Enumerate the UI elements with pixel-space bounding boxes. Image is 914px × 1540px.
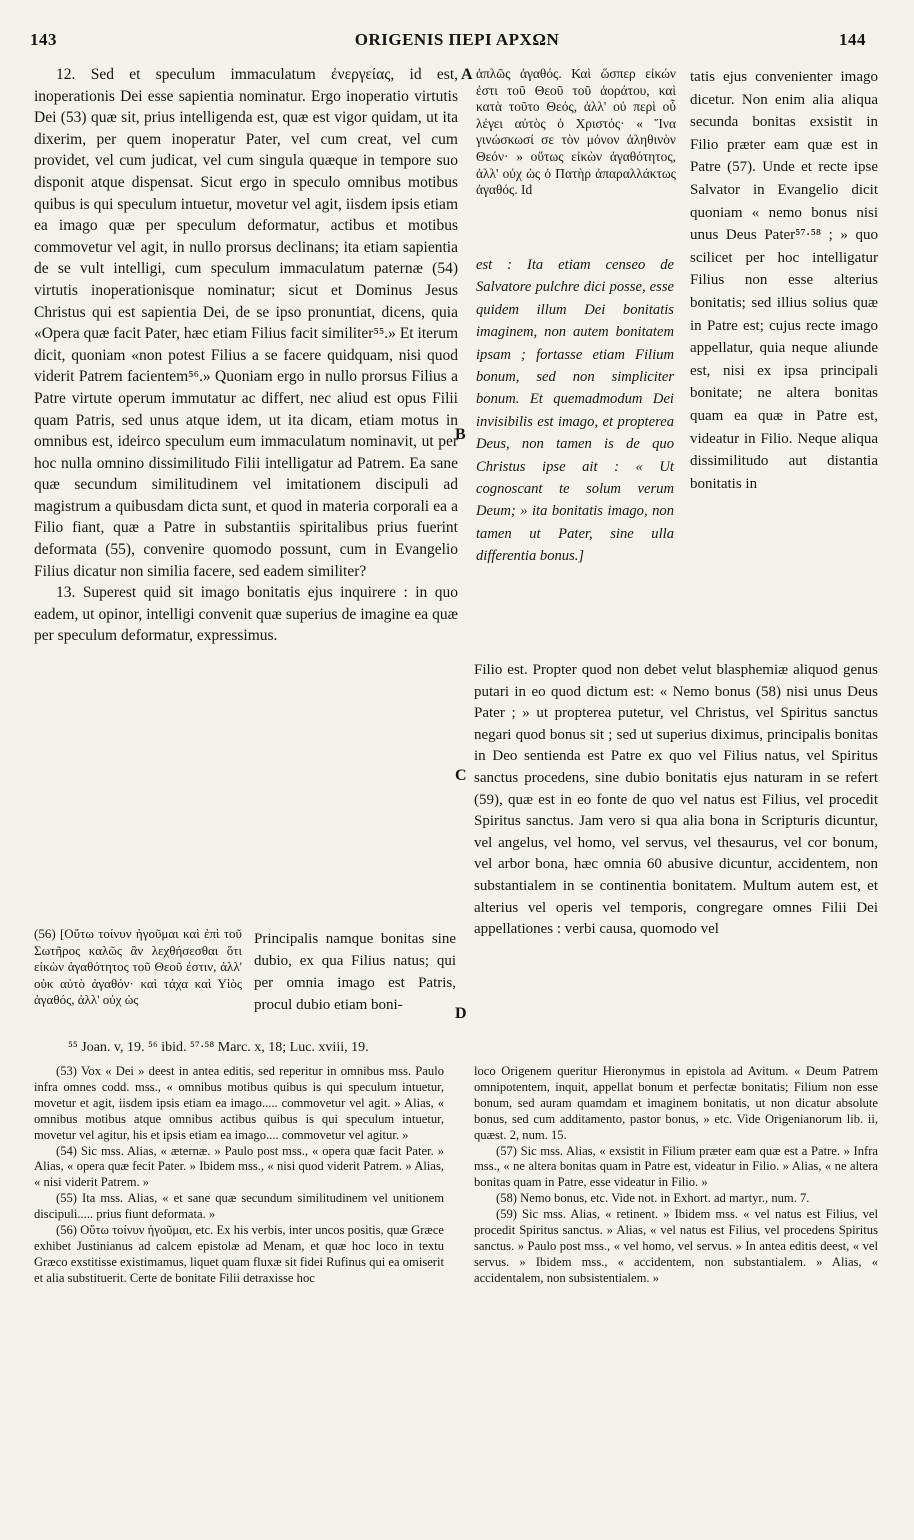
footnote-56: (56) Οὕτω τοίνυν ἡγοῦμαι, etc. Ex his verbis, inter uncos positis, quæ Græce exhibet Justinianus ad calcem epistolæ ad Menam, et quæ hoc loco in textu Græco exstitisse existimamus, liquet quam fluxæ sit fidei Rufinus qui ea omiserit et alia substituerit. Certe de bonitate Filii detraxisse hoc <box>34 1223 444 1285</box>
left-page-number: 143 <box>30 30 57 49</box>
right-narrow-column: tatis ejus convenienter imago dicetur. Non enim alia aliqua secunda bonitas exsistit in Filio præter eam quæ est in Patre (57). Unde et recte ipse Salvator in Evangelio dicit quoniam « nemo bonus nisi unus Deus Pater⁵⁷·⁵⁸ ; » quo scilicet per hoc intelligatur Filius non esse alterius bonitatis; sed illius solius quæ in Patre est; cujus recte imago appellatur, quia neque aliunde est, nisi ex ipsa principali bonitate; ne altera bonitas quam ea quæ in Patre est, videatur in Filio. Neque aliqua dissimilitudo aut distantia bonitatis in <box>690 69 878 492</box>
footnote-54: (54) Sic mss. Alias, « æternæ. » Paulo post mss., « opera quæ facit Pater. » Alias, « opera quæ fecit Pater. » Ibidem mss., « nisi quod viderit Patrem. » Alias, « nisi viderit Patrem. » <box>34 1143 444 1190</box>
footnote-55: (55) Ita mss. Alias, « et sane quæ secundum similitudinem vel unitionem discipuli..... prius fiunt deformata. » <box>34 1191 444 1222</box>
middle-greek-column: ἁπλῶς ἀγαθός. Καὶ ὥσπερ εἰκών ἐστι τοῦ Θεοῦ τοῦ ἀοράτου, καὶ κατὰ τοῦτο Θεός, ἀλλ' οὐ περὶ οὗ λέγει αὐτὸς ὁ Χριστός· « Ἵνα γινώσκωσί σε τὸν μόνον ἀληθινὸν Θεόν· » οὕτως εἰκὼν ἀγαθότητος, ἀλλ' οὐχ ὡς ὁ Πατὴρ ἀπαραλλάκτως ἀγαθός. Id <box>476 66 676 198</box>
middle-latin-column: est : Ita etiam censeo de Salvatore pulchre dici posse, esse quidem illum Dei bonitatis imaginem, non autem bonitatem ipsam ; fortasse etiam Filium bonum, sed non simpliciter bonum. Et quemadmodum Dei invisibilis est imago, et propterea Deus, non tamen is de quo Christus ipse ait : « Ut cognoscant te solum verum Deum; » ita bonitatis imago, non tamen ut Pater, sine ulla differentia bonus.] <box>476 257 674 565</box>
margin-marker-b: B <box>455 426 466 443</box>
footnote-53: (53) Vox « Dei » deest in antea editis, sed reperitur in omnibus mss. Paulo infra omnes codd. mss., « omnibus motibus quibus is qui speculum intuetur, movetur et agit, iisdem ipsis etiam ea imago..... commovetur vel agit. » Alias, « omnibus motibus atque omnibus actibus quibus is qui speculum intuetur, movetur vel agitur, his et ipsis etiam ea imago.... commovetur vel agitur. » <box>34 1064 444 1142</box>
footnote-56-continued: loco Origenem queritur Hieronymus in epistola ad Avitum. « Deum Patrem omnipotentem, inquit, appellat bonum et perfectæ bonitatis; Filium non esse bonum, sed auram quamdam et imaginem bonitatis, ut non dicatur absolute bonus, sed cum additamento, pastor bonus, » etc. Vide Origenianorum lib. ii, quæst. 2, num. 15. <box>474 1064 878 1142</box>
footnote-59: (59) Sic mss. Alias, « retinent. » Ibidem mss. « vel natus est Filius, vel procedit Spiritus sanctus. » Alias, « vel natus est Filius, vel procedens Spiritus sanctus. » Paulo post mss., « vel homo, vel servus. » In antea editis deest, « vel servus. » Ibidem mss., « accidentem, non substantialem. » Alias, « accidentalem, non subsistentialem. » <box>474 1207 878 1285</box>
footnote-57: (57) Sic mss. Alias, « exsistit in Filium præter eam quæ est a Patre. » Infra mss., « ne altera bonitas quam in Patre est, videatur in Filio. » Alias, « ne altera bonitas quam in Patre, esse videatur in Filio. » <box>474 1143 878 1190</box>
footnote-58: (58) Nemo bonus, etc. Vide not. in Exhort. ad martyr., num. 7. <box>496 1191 810 1206</box>
note-56-latin: Principalis namque bonitas sine dubio, ex qua Filius natus; qui per omnia imago est Patris, procul dubio etiam boni- <box>254 931 456 1013</box>
left-column <box>34 64 458 647</box>
margin-marker-c: C <box>455 767 467 784</box>
margin-marker-a: A <box>461 66 473 83</box>
note-56-greek: (56) [Οὕτω τοίνυν ἡγοῦμαι καὶ ἐπὶ τοῦ Σωτῆρος καλῶς ἂν λεχθήσεσθαι ὅτι εἰκὼν ἀγαθότητος τοῦ Θεοῦ ἐστιν, ἀλλ' οὐκ αὐτὸ ἀγαθόν· καὶ τάχα καὶ Υἱὸς ἀγαθός, ἀλλ' οὐχ ὡς <box>34 926 242 1007</box>
scripture-references: ⁵⁵ Joan. v, 19. ⁵⁶ ibid. ⁵⁷·⁵⁸ Marc. x, 18; Luc. xviii, 19. <box>68 1040 369 1055</box>
paragraph-12: 12. Sed et speculum immaculatum ἐνεργείας, id est, inoperationis Dei esse sapientia nominatur. Ergo inoperatio virtutis Dei (53) quæ sit, prius intelligenda est, quæ est vigor quidam, ut ita dixerim, per quem inoperatur Pater, vel cum creat, vel cum providet, vel cum judicat, vel cum singula quæque in tempore suo disponit atque dispensat. Sicut ergo in speculo omnibus motibus quibus is qui speculum intuetur, movetur vel agit, iisdem ipsis etiam ea imago quæ per speculum deformatur, actibus et motibus commovetur vel agit, in nullo prorsus declinans; ita etiam sapientia de se vult intelligi, cum speculum immaculatum paternæ (54) virtutis inoperationisque nominatur; sicut et Dominus Jesus Christus qui est sapientia Dei, de se ipso pronuntiat, dicens, quia «Opera quæ facit Pater, hæc etiam Filius facit similiter⁵⁵.» Et iterum dicit, quoniam «non potest Filius a se facere quidquam, nisi quod viderit Patrem facientem⁵⁶.» Quoniam ergo in nullo prorsus Filius a Patre virtute operum immutatur ac differt, nec aliud est opus Filii quam Patris, sed unus atque idem, ut ita dicam, etiam motus in omnibus est, ideirco speculum eum immaculatum nominavit, ut per hoc nulla omnino dissimilitudo Filii intelligatur ad Patrem. Ea sane quæ secundum similitudinem vel imitationem discipuli ad magistrum a quibusdam dicta sunt, et quod in materia corporali ea a Filio fiant, quæ a Patre in substantiis spiritalibus prius fuerint deformata (55), convenire quomodo possunt, cum in Evangelio Filius dicatur non similia facere, sed eadem similiter? <box>34 66 458 580</box>
footnotes-left <box>34 1064 444 1287</box>
footnotes-right <box>474 1064 878 1287</box>
running-title: ORIGENIS ΠΕΡΙ ΑΡΧΩΝ <box>354 30 560 49</box>
paragraph-13: 13. Superest quid sit imago bonitatis ejus inquirere : in quo eadem, ut opinor, intelligi convenit quæ superius de imagine ea quæ per speculum deformatur, expressimus. <box>34 584 458 645</box>
right-page-number: 144 <box>839 30 866 49</box>
margin-marker-d: D <box>455 1005 467 1022</box>
right-wide-column: Filio est. Propter quod non debet velut blasphemiæ aliquod genus putari in eo quod dictum est: « Nemo bonus (58) nisi unus Deus Pater ; » ut propterea putetur, vel Christus, vel Spiritus sanctus negari quod bonus sit ; sed ut superius diximus, principalis bonitas in Deo sentienda est Patre ex quo vel Filius natus, vel Spiritus sanctus procedens, sine dubio bonitatis ejus naturam in se refert (59), quæ est in eo fonte de quo vel natus est Filius, vel procedit Spiritus sanctus. Jam vero si qua alia bona in Scripturis dicuntur, vel angelus, vel homo, vel servus, vel thesaurus, vel cor bonum, vel arbor bona, hæc omnia 60 abusive dicuntur, accidentem, non substantialem in se continentia bonitatem. Multum autem est, et alterius vel operis vel temporis, congregare omnes Filii Dei appellationes : verbi causa, quomodo vel <box>474 662 878 938</box>
